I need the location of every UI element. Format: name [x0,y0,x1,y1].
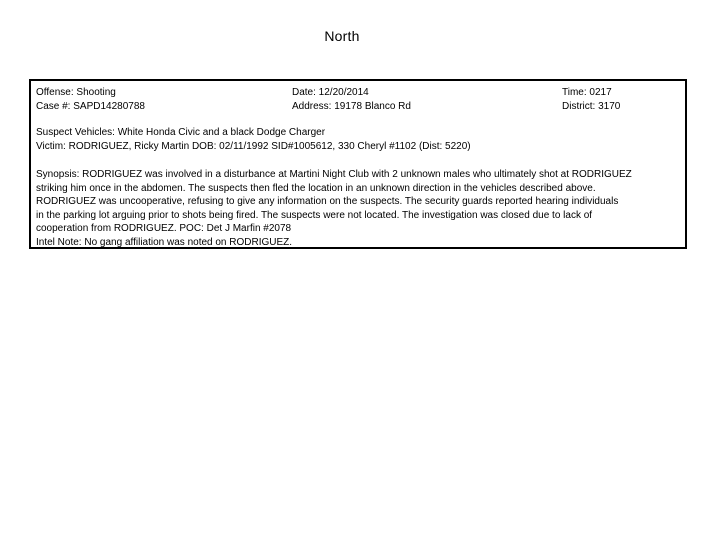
address-field: Address: 19178 Blanco Rd [292,100,411,112]
intel-note-line: Intel Note: No gang affiliation was noted on RODRIGUEZ. [36,236,293,248]
page-title: North [324,28,360,44]
incident-report-box [29,79,687,249]
date-field: Date: 12/20/2014 [292,87,369,98]
case-number-field: Case #: SAPD14280788 [36,100,145,112]
offense-case-column [36,86,145,113]
time-field: Time: 0217 [562,87,612,98]
synopsis-line: in the parking lot arguing prior to shots being fired. The suspects were not located. The investigation was closed due to lack of [36,209,593,221]
synopsis-block [36,168,688,249]
synopsis-line: cooperation from RODRIGUEZ. POC: Det J Marfin #2078 [36,223,292,234]
suspect-vehicles-field: Suspect Vehicles: White Honda Civic and a black Dodge Charger [36,127,326,138]
offense-field: Offense: Shooting [36,87,116,98]
time-district-column [562,86,620,113]
synopsis-line: Synopsis: RODRIGUEZ was involved in a disturbance at Martini Night Club with 2 unknown males who ultimately shot at RODRIGUEZ [36,169,632,180]
synopsis-line: striking him once in the abdomen. The suspects then fled the location in an unknown direction in the vehicles described above. [36,182,596,194]
synopsis-line: RODRIGUEZ was uncooperative, refusing to give any information on the suspects. The security guards reported hearing individuals [36,196,619,207]
victim-field: Victim: RODRIGUEZ, Ricky Martin DOB: 02/11/1992 SID#1005612, 330 Cheryl #1102 (Dist: 5220) [36,140,471,152]
date-address-column [292,86,411,113]
suspect-victim-block [36,126,471,153]
district-field: District: 3170 [562,100,621,112]
